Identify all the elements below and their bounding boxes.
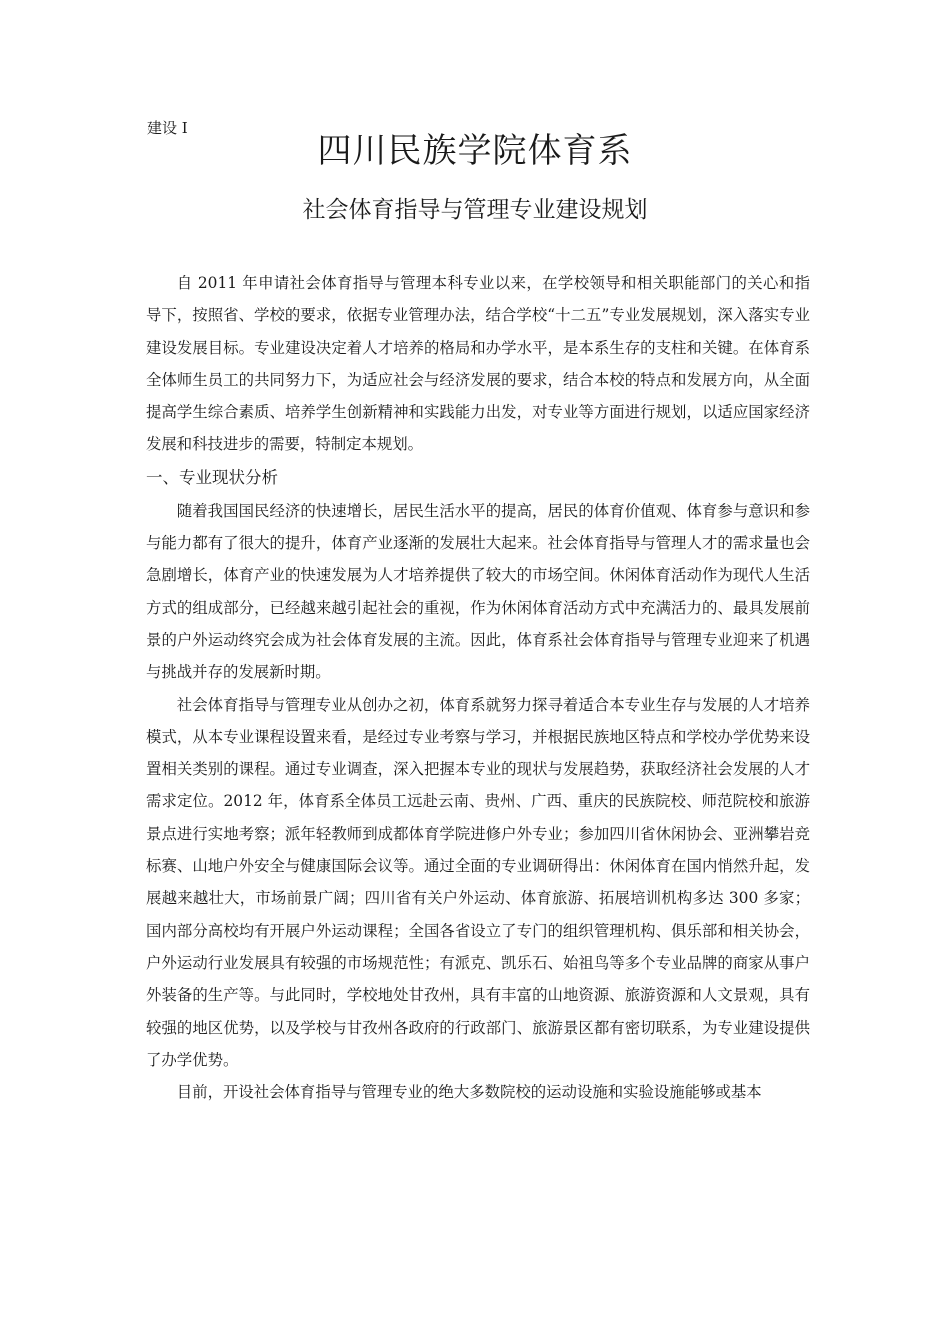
document-subtitle: 社会体育指导与管理专业建设规划: [302, 197, 648, 223]
intro-paragraph: 自 2011 年申请社会体育指导与管理本科专业以来，在学校领导和相关职能部门的关心和指导下，按照省、学校的要求，依据专业管理办法，结合学校“十二五”专业发展规划，深入落实专业建设发展目标。专业建设决定着人才培养的格局和办学水平，是本系生存的支柱和关键。在体育系全体师生员工的共同努力下，为适应社会与经济发展的要求，结合本校的特点和发展方向，从全面提高学生综合素质、培养学生创新精神和实践能力出发，对专业等方面进行规划，以适应国家经济发展和科技进步的需要，特制定本规划。: [146, 274, 810, 454]
document-tag: 建设 I: [147, 119, 188, 137]
body-paragraph: 社会体育指导与管理专业从创办之初，体育系就努力探寻着适合本专业生存与发展的人才培养模式，从本专业课程设置来看，是经过专业考察与学习，并根据民族地区特点和学校办学优势来设置相关类别的课程。通过专业调查，深入把握本专业的现状与发展趋势，获取经济社会发展的人才需求定位。2012 年，体育系全体员工远赴云南、贵州、广西、重庆的民族院校、师范院校和旅游景点进行实地考察；派年轻教师到成都体育学院进修户外专业；参加四川省休闲协会、亚洲攀岩竞标赛、山地户外安全与健康国际会议等。通过全面的专业调研得出：休闲体育在国内悄然升起，发展越来越壮大，市场前景广阔；四川省有关户外运动、体育旅游、拓展培训机构多达 300 多家；国内部分高校均有开展户外运动课程；全国各省设立了专门的组织管理机构、俱乐部和相关协会，户外运动行业发展具有较强的市场规范性；有派克、凯乐石、始祖鸟等多个专业品牌的商家从事户外装备的生产等。与此同时，学校地处甘孜州，具有丰富的山地资源、旅游资源和人文景观，具有较强的地区优势，以及学校与甘孜州各政府的行政部门、旅游景区都有密切联系，为专业建设提供了办学优势。: [146, 695, 810, 1069]
document-title: 四川民族学院体育系: [317, 131, 633, 171]
body-paragraph: 目前，开设社会体育指导与管理专业的绝大多数院校的运动设施和实验设施能够或基本: [176, 1083, 762, 1102]
document-body: [146, 267, 810, 1108]
body-paragraph: 随着我国国民经济的快速增长，居民生活水平的提高，居民的体育价值观、体育参与意识和参与能力都有了很大的提升，体育产业逐渐的发展壮大起来。社会体育指导与管理人才的需求量也会急剧增长，体育产业的快速发展为人才培养提供了较大的市场空间。休闲体育活动作为现代人生活方式的组成部分，已经越来越引起社会的重视，作为休闲体育活动方式中充满活力的、最具发展前景的户外运动终究会成为社会体育发展的主流。因此，体育系社会体育指导与管理专业迎来了机遇与挑战并存的发展新时期。: [146, 501, 810, 682]
section-heading: 一、专业现状分析: [146, 467, 278, 487]
